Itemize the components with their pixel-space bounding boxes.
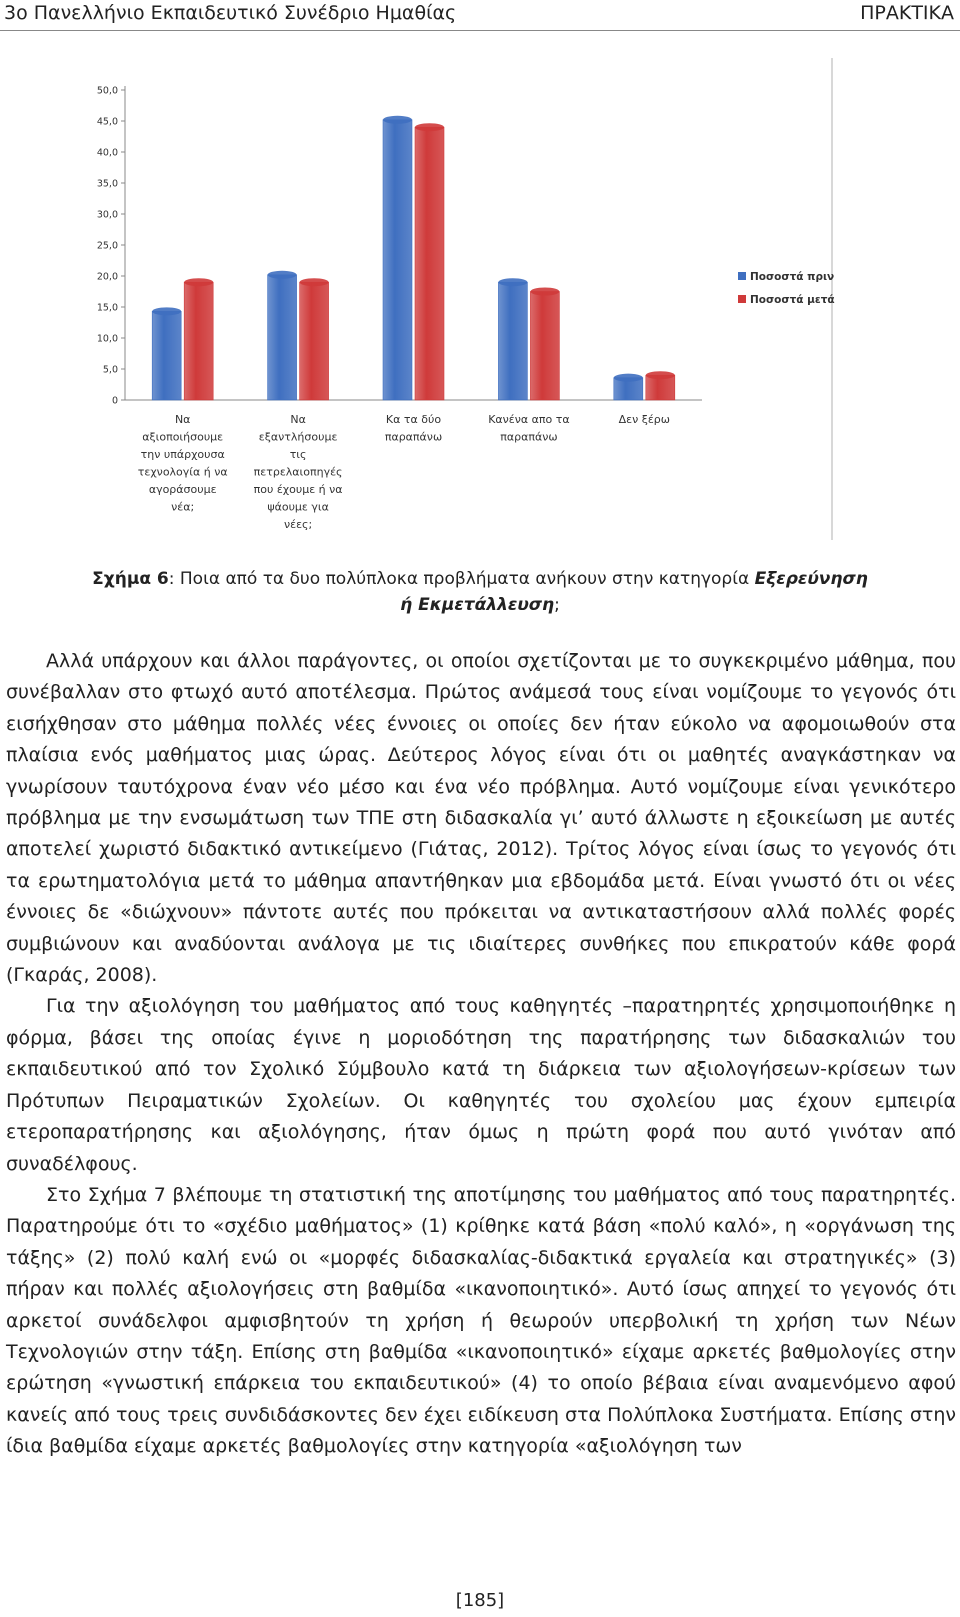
x-tick-label: εξαντλήσουμε <box>258 430 338 444</box>
y-tick-label: 35,0 <box>96 178 118 190</box>
bar-top <box>268 271 297 279</box>
y-tick-label: 10,0 <box>96 333 118 345</box>
bar-top <box>383 116 412 124</box>
caption-text: : Ποια από τα δυο πολύπλοκα προβλήματα ανήκουν στην κατηγορία <box>168 569 755 589</box>
legend-swatch <box>738 272 746 280</box>
section-label: ΠΡΑΚΤΙΚΑ <box>860 2 954 24</box>
caption-label: Σχήμα 6 <box>92 569 169 589</box>
bar <box>152 311 181 400</box>
bar-top <box>415 123 444 131</box>
bar-top <box>614 374 643 382</box>
legend-label: Ποσοστά πριν <box>750 271 835 283</box>
x-tick-label: νέα; <box>171 500 195 514</box>
bar <box>383 120 412 400</box>
x-tick-label: Δεν ξέρω <box>618 413 670 426</box>
y-tick-label: 30,0 <box>96 209 118 221</box>
x-tick-label: Να <box>174 413 191 426</box>
x-tick-label: την υπάρχουσα <box>140 448 225 461</box>
y-tick-label: 50,0 <box>96 85 118 97</box>
y-tick-label: 15,0 <box>96 302 118 314</box>
x-tick-label: Να <box>290 413 306 426</box>
bar-top <box>498 278 527 286</box>
caption-term-1: Εξερεύνηση <box>754 569 868 589</box>
x-tick-label: Κα τα δύο <box>385 413 442 426</box>
bar <box>184 282 213 400</box>
legend-label: Ποσοστά μετά <box>750 294 835 306</box>
conference-title: 3ο Πανελλήνιο Εκπαιδευτικό Συνέδριο Ημαθίας <box>4 2 457 24</box>
y-tick-label: 0 <box>111 395 118 407</box>
x-tick-label: αγοράσουμε <box>148 483 217 496</box>
bar-top <box>152 307 181 315</box>
y-tick-label: 40,0 <box>96 147 118 159</box>
page-header <box>0 0 960 31</box>
x-tick-label: νέες; <box>283 518 313 531</box>
paragraph: Αλλά υπάρχουν και άλλοι παράγοντες, οι οποίοι σχετίζονται με το συγκεκριμένο μάθημα, που συνέβαλλαν στο φτωχό αυτό αποτέλεσμα. Πρώτος ανάμεσά τους είναι νομίζουμε το γεγονός ότι εισήχθησαν στο μάθημα πολλές νέες έννοιες οι οποίες δεν ήταν εύκολο να αφομοιωθούν στα πλαίσια ενός μαθήματος μιας ώρας. Δεύτερος λόγος είναι ότι οι μαθητές αναγκάστηκαν να γνωρίσουν ταυτόχρονα έναν νέο μέσο και ένα νέο πρόβλημα. Αυτό νομίζουμε είναι γενικότερο πρόβλημα με την ενσωμάτωση των ΤΠΕ στη διδασκαλία γι’ αυτό άλλωστε η εξοικείωση με αυτές αποτελεί χωριστό διδακτικό αντικείμενο (Γιάτας, 2012). Τρίτος λόγος είναι ίσως το γεγονός ότι τα ερωτηματολόγια μετά το μάθημα απαντήθηκαν μια εβδομάδα μετά. Είναι γνωστό ότι οι νέες έννοιες δε «διώχνουν» πάντοτε αυτές που πρόκειται να αντικαταστήσουν αλλά πολλές φορές συμβιώνουν και αναδύονται ανάλογα με τις ιδιαίτερες συνθήκες που επικρατούν κάθε φορά (Γκαράς, 2008). <box>6 650 956 987</box>
bar <box>268 275 297 400</box>
x-tick-label: τις <box>289 448 307 461</box>
y-tick-label: 45,0 <box>96 116 118 128</box>
y-tick-label: 20,0 <box>96 271 118 283</box>
legend-swatch <box>738 295 746 303</box>
y-tick-label: 5,0 <box>102 364 118 376</box>
bar <box>530 292 559 401</box>
bar-top <box>646 371 675 379</box>
y-tick-label: 25,0 <box>96 240 118 252</box>
bar-top <box>184 278 213 286</box>
x-tick-label: τεχνολογία ή να <box>137 465 228 479</box>
page-number: [185] <box>455 1590 505 1611</box>
caption-end: ; <box>554 595 560 615</box>
x-tick-label: παραπάνω <box>500 430 558 444</box>
caption-term-2: ή Εκμετάλλευση <box>400 595 555 615</box>
x-tick-label: ψάουμε για <box>267 500 329 514</box>
x-tick-label: αξιοποιήσουμε <box>142 430 224 444</box>
x-tick-label: που έχουμε ή να <box>253 483 343 496</box>
paragraph: Στο Σχήμα 7 βλέπουμε τη στατιστική της αποτίμησης του μαθήματος από τους παρατηρητές. Παρατηρούμε ότι το «σχέδιο μαθήματος» (1) κρίθηκε κατά βάση «πολύ καλό», η «οργάνωση της τάξης» (2) πολύ καλή ενώ οι «μορφές διδασκαλίας-διδακτικά εργαλεία και στρατηγικές» (3) πήραν και πολλές αξιολογήσεις στη βαθμίδα «ικανοποιητικό». Αυτό ίσως απηχεί το γεγονός ότι αρκετοί συνάδελφοι αμφισβητούν τη χρήση ή θεωρούν υπερβολική τη χρήση των Νέων Τεχνολογιών στην τάξη. Επίσης στη βαθμίδα «ικανοποιητικό» είχαμε αρκετές βαθμολογίες στην ερώτηση «γνωστική επάρκεια του εκπαιδευτικού» (4) το οποίο βέβαια είναι αναμενόμενο αφού κανείς από τους τρεις συνδιδάσκοντες δεν έχει ειδίκευση στα Πολύπλοκα Συστήματα. Επίσης στην ίδια βαθμίδα είχαμε αρκετές βαθμολογίες στην κατηγορία «αξιολόγηση των <box>6 1183 956 1458</box>
x-tick-label: παραπάνω <box>384 430 443 444</box>
bar <box>415 127 444 400</box>
paragraph: Για την αξιολόγηση του μαθήματος από τους καθηγητές –παρατηρητές χρησιμοποιήθηκε η φόρμα, βάσει της οποίας έγινε η μοριοδότηση της παρατήρησης των διδασκαλιών του εκπαιδευτικού από τον Σχολικό Σύμβουλο κατά τη διάρκεια των αξιολογήσεων-κρίσεων των Πρότυπων Πειραματικών Σχολείων. Οι καθηγητές του σχολείου μας έχουν εμπειρία ετεροπαρατήρησης και αξιολόγησης, ήταν όμως η πρώτη φορά που αυτό γινόταν από συναδέλφους. <box>6 995 956 1175</box>
bar-top <box>530 288 559 296</box>
bar-top <box>300 278 329 286</box>
x-tick-label: Κανένα απο τα <box>488 413 570 426</box>
figure-caption <box>40 566 920 618</box>
bar <box>300 282 329 400</box>
chart-svg <box>80 52 880 552</box>
body-text <box>6 646 956 1463</box>
x-tick-label: πετρελαιοπηγές <box>253 465 343 479</box>
bar-chart <box>80 52 880 552</box>
bar <box>498 282 527 400</box>
